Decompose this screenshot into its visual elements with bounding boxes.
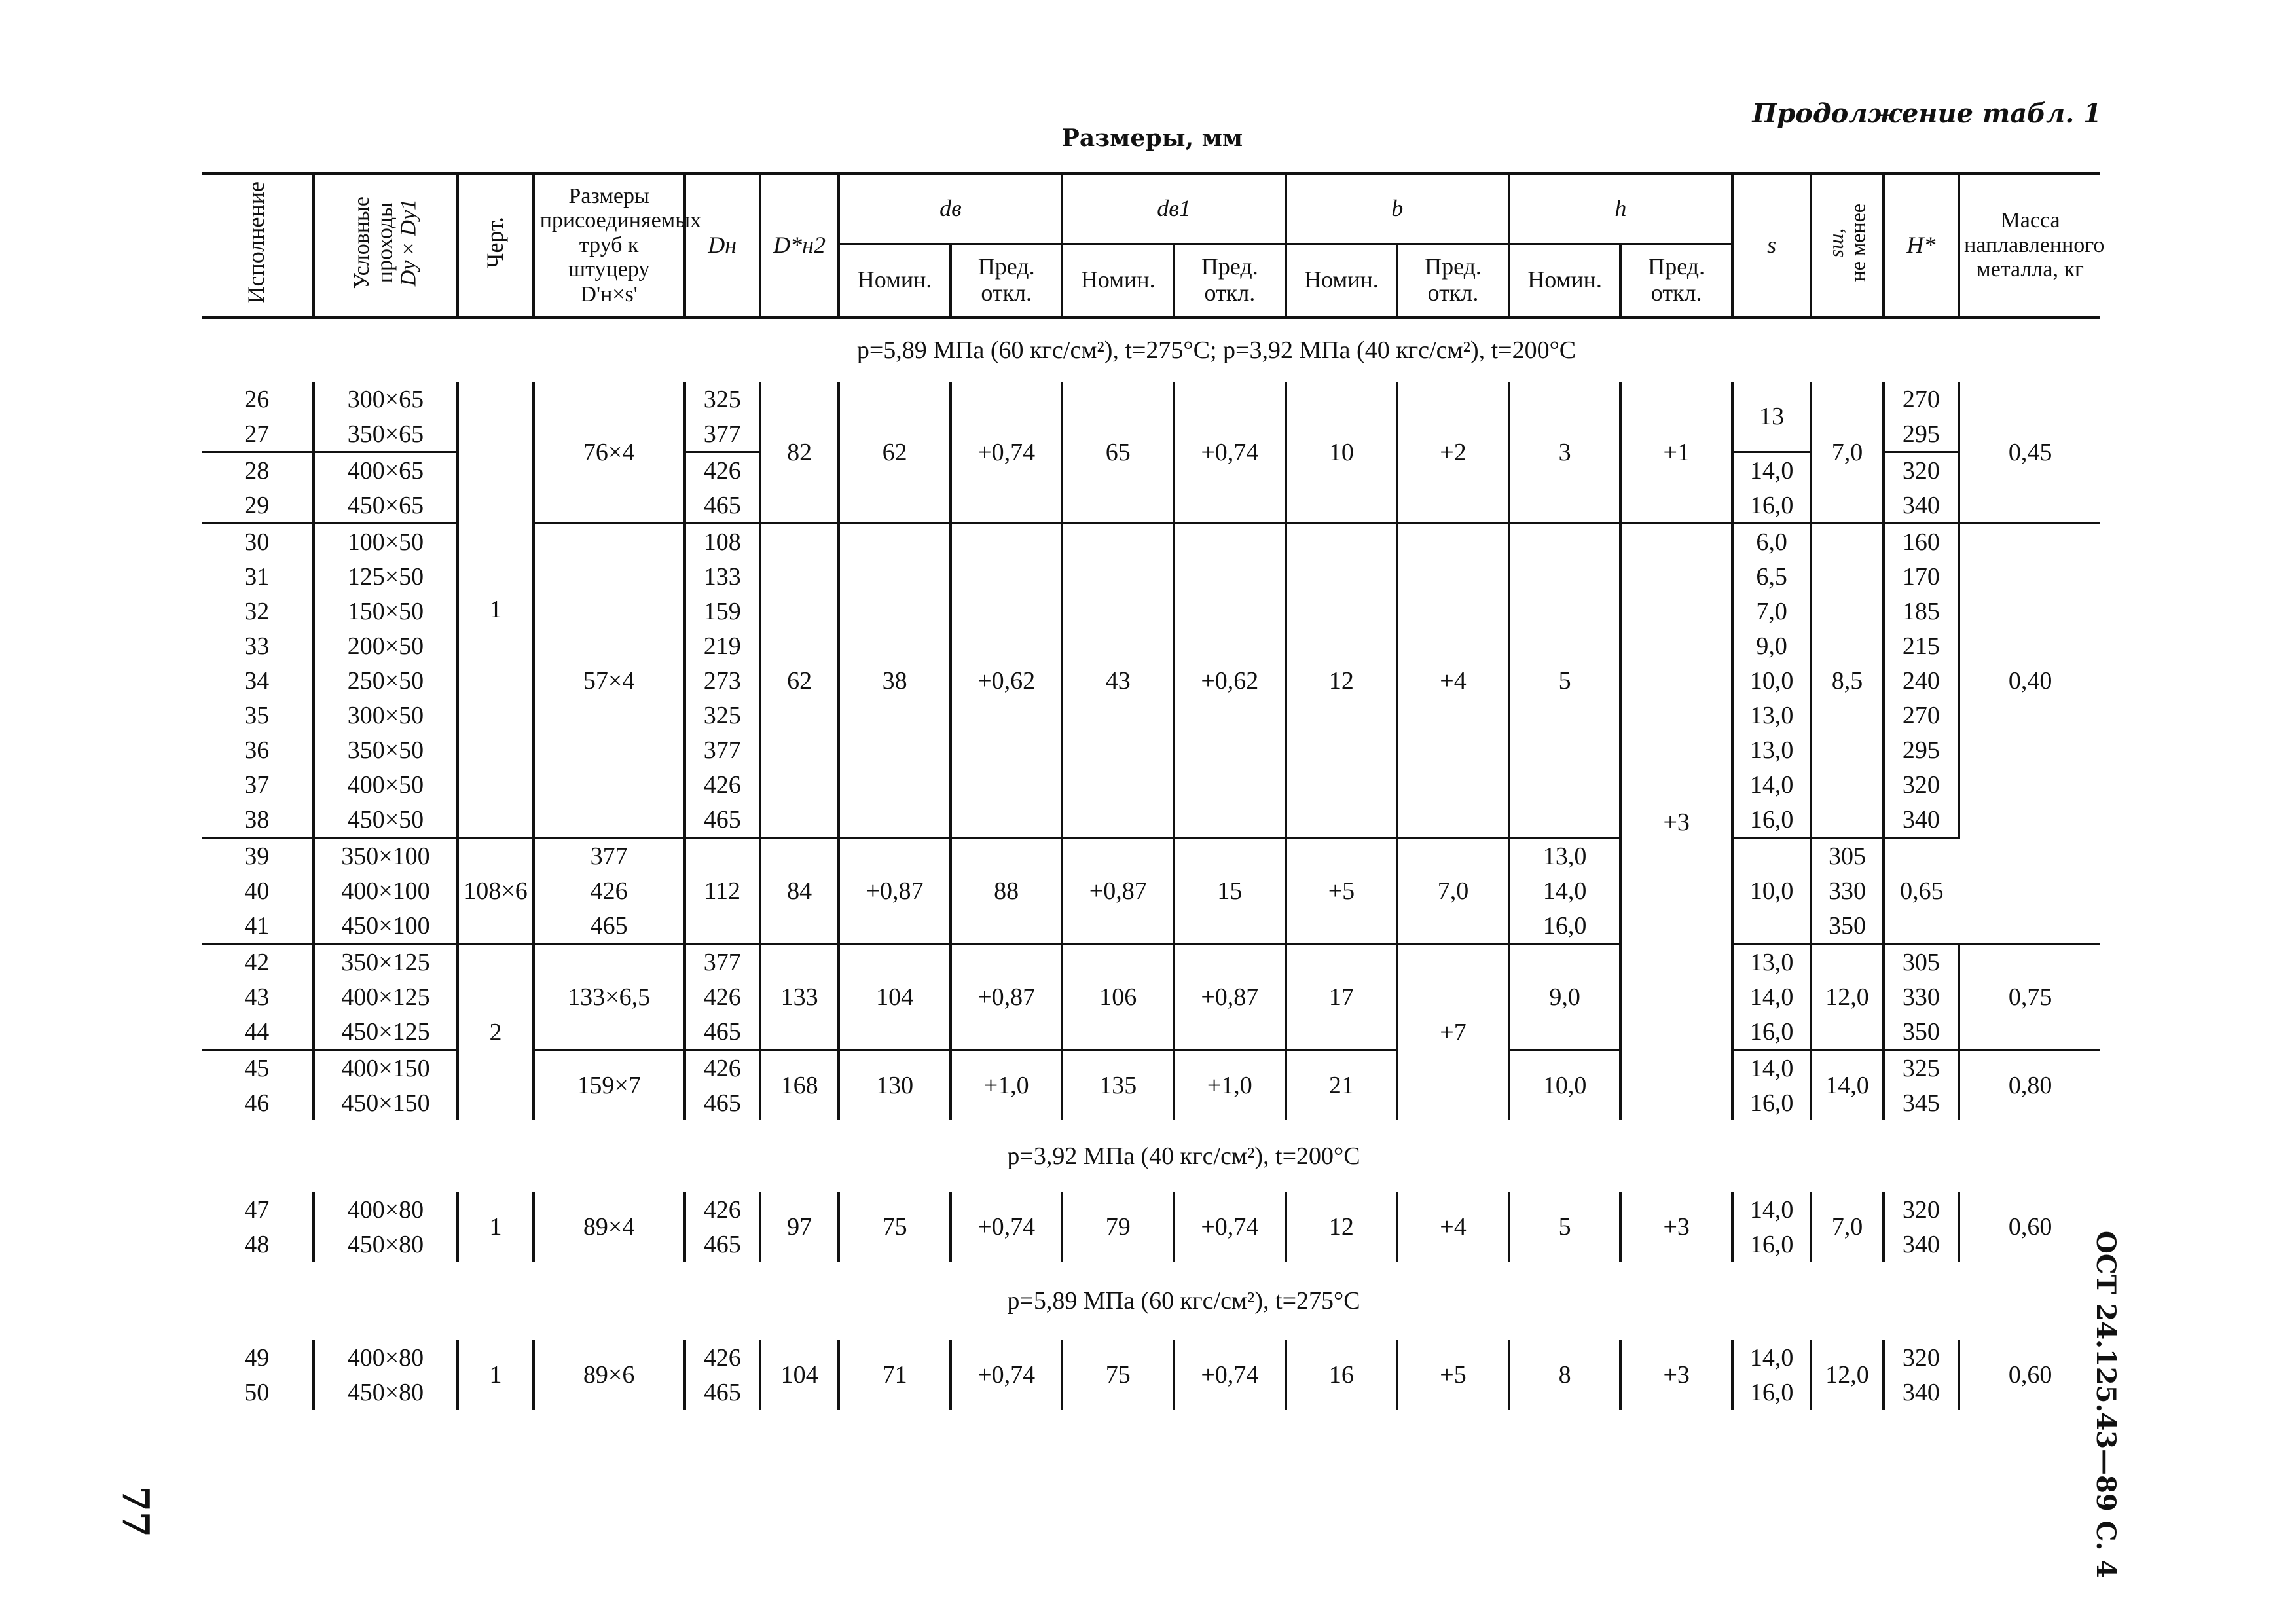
cell-H: 320	[1884, 1192, 1959, 1227]
cell-dn2: 82	[760, 382, 839, 524]
cell-dy: 100×50	[314, 524, 458, 560]
cell-dv1-nom: 65	[1062, 382, 1174, 524]
cell-b-nom: 12	[1286, 524, 1398, 838]
header-pred: Пред. откл.	[1397, 244, 1509, 318]
cell-isp: 45	[202, 1050, 314, 1086]
cell-s: 16,0	[1732, 1085, 1811, 1120]
cell-s: 14,0	[1732, 767, 1811, 802]
cell-dy: 300×50	[314, 698, 458, 733]
condition-line: p=5,89 МПа (60 кгс/см²), t=275°С	[1007, 1287, 1360, 1315]
cell-dv1-nom: 75	[1062, 1340, 1174, 1410]
cell-s: 6,5	[1732, 559, 1811, 594]
cell-b-nom: 21	[1286, 1050, 1398, 1121]
cell-h-nom: 5	[1509, 1192, 1621, 1262]
header-nom: Номин.	[839, 244, 951, 318]
header-ispolnenie: Исполнение	[202, 173, 314, 318]
cell-dy: 450×80	[314, 1227, 458, 1262]
cell-s: 6,0	[1732, 524, 1811, 560]
cell-dy: 400×65	[314, 452, 458, 488]
cell-dv-pred: +0,74	[951, 1192, 1063, 1262]
header-b: b	[1286, 173, 1509, 244]
cell-dn: 426	[685, 1192, 760, 1227]
cell-massa: 0,60	[1959, 1340, 2100, 1410]
cell-sw: 8,5	[1811, 524, 1883, 838]
header-razmery-trub: Размеры присоединяемых труб к штуцеру D'н×s'	[534, 173, 685, 318]
cell-isp: 47	[202, 1192, 314, 1227]
cell-dv-nom: 71	[839, 1340, 951, 1410]
cell-dn: 377	[685, 733, 760, 767]
cell-isp: 33	[202, 629, 314, 663]
cell-isp: 35	[202, 698, 314, 733]
cell-s: 10,0	[1732, 663, 1811, 698]
cell-isp: 34	[202, 663, 314, 698]
cell-dn: 159	[685, 594, 760, 629]
cell-dn: 465	[685, 1014, 760, 1050]
cell-dv-pred: +0,87	[951, 944, 1063, 1050]
cell-isp: 48	[202, 1227, 314, 1262]
cell-dn: 108	[685, 524, 760, 560]
cell-massa: 0,45	[1959, 382, 2100, 524]
cell-chert: 1	[458, 382, 533, 838]
header-massa: Масса наплавленного металла, кг	[1959, 173, 2100, 318]
cell-dn: 377	[685, 944, 760, 980]
cell-dv1-nom: 79	[1062, 1192, 1174, 1262]
header-dv1: dв1	[1062, 173, 1285, 244]
cell-dn: 273	[685, 663, 760, 698]
cell-b-pred: +5	[1286, 838, 1398, 944]
cell-dn: 465	[685, 1375, 760, 1410]
cell-s: 14,0	[1732, 452, 1811, 488]
header-dn2: D*н2	[760, 173, 839, 318]
table-continuation-caption: Продолжение табл. 1	[1752, 98, 2102, 129]
cell-b-nom: 12	[1286, 1192, 1398, 1262]
cell-dy: 400×150	[314, 1050, 458, 1086]
cell-dn: 465	[534, 908, 685, 944]
cell-dn: 325	[685, 698, 760, 733]
cell-dv-nom: 104	[839, 944, 951, 1050]
cell-H: 345	[1884, 1085, 1959, 1120]
cell-H: 320	[1884, 1340, 1959, 1375]
cell-dy: 350×65	[314, 416, 458, 452]
cell-dn: 426	[685, 1050, 760, 1086]
cell-dv1-pred: +0,62	[1174, 524, 1286, 838]
cell-b-nom: 10	[1286, 382, 1398, 524]
cell-dn: 426	[534, 873, 685, 908]
cell-massa: 0,60	[1959, 1192, 2100, 1262]
cell-b-pred: +5	[1397, 1340, 1509, 1410]
cell-h-pred: +3	[1620, 1192, 1732, 1262]
cell-isp: 42	[202, 944, 314, 980]
cell-H: 330	[1884, 979, 1959, 1014]
cell-b-pred: +7	[1397, 944, 1509, 1121]
header-nom: Номин.	[1286, 244, 1398, 318]
header-pred: Пред. откл.	[951, 244, 1063, 318]
cell-h-pred: +3	[1620, 1340, 1732, 1410]
cell-s: 14,0	[1732, 1192, 1811, 1227]
cell-dn2: 133	[760, 944, 839, 1050]
cell-dv-pred: +0,74	[951, 382, 1063, 524]
document-code-sidebar: ОСТ 24.125.43—89 С. 4	[2090, 1231, 2121, 1578]
cell-dy: 350×50	[314, 733, 458, 767]
cell-s: 13,0	[1732, 944, 1811, 980]
cell-H: 295	[1884, 416, 1959, 452]
cell-H: 350	[1884, 1014, 1959, 1050]
cell-dy: 400×80	[314, 1192, 458, 1227]
header-nom: Номин.	[1062, 244, 1174, 318]
cell-dv-pred: +0,87	[839, 838, 951, 944]
cell-h-nom: 8	[1509, 1340, 1621, 1410]
cell-H: 320	[1884, 452, 1959, 488]
header-pred: Пред. откл.	[1620, 244, 1732, 318]
cell-truba: 133×6,5	[534, 944, 685, 1050]
header-sw: sш, не менее	[1811, 173, 1883, 318]
cell-b-pred: +2	[1397, 382, 1509, 524]
cell-dv-nom: 38	[839, 524, 951, 838]
cell-dn2: 97	[760, 1192, 839, 1262]
header-s: s	[1732, 173, 1811, 318]
cell-dn: 465	[685, 802, 760, 838]
header-chert: Черт.	[458, 173, 533, 318]
cell-H: 305	[1811, 838, 1883, 874]
cell-s: 13,0	[1509, 838, 1621, 874]
cell-isp: 46	[202, 1085, 314, 1120]
cell-sw: 12,0	[1811, 944, 1883, 1050]
cell-H: 340	[1884, 1375, 1959, 1410]
cell-truba: 89×4	[534, 1192, 685, 1262]
cell-dn2: 62	[760, 524, 839, 838]
cell-truba: 108×6	[458, 838, 533, 944]
header-pred: Пред. откл.	[1174, 244, 1286, 318]
header-dv: dв	[839, 173, 1062, 244]
cell-h-nom: 9,0	[1509, 944, 1621, 1050]
cell-truba: 57×4	[534, 524, 685, 838]
cell-s: 14,0	[1509, 873, 1621, 908]
cell-dv1-pred: +0,74	[1174, 1340, 1286, 1410]
cell-dv1-nom: 135	[1062, 1050, 1174, 1121]
cell-s: 7,0	[1732, 594, 1811, 629]
cell-dn2: 104	[760, 1340, 839, 1410]
cell-dy: 400×50	[314, 767, 458, 802]
cell-sw: 12,0	[1811, 1340, 1883, 1410]
cell-dn2: 168	[760, 1050, 839, 1121]
cell-dy: 300×65	[314, 382, 458, 416]
cell-dn: 219	[685, 629, 760, 663]
cell-dy: 150×50	[314, 594, 458, 629]
cell-isp: 50	[202, 1375, 314, 1410]
cell-s: 16,0	[1732, 488, 1811, 524]
cell-H: 330	[1811, 873, 1883, 908]
cell-s: 13	[1732, 382, 1811, 452]
cell-sw: 10,0	[1732, 838, 1811, 944]
cell-dy: 450×100	[314, 908, 458, 944]
cell-dy: 400×125	[314, 979, 458, 1014]
cell-chert: 1	[458, 1340, 533, 1410]
cell-dv1-nom: 43	[1062, 524, 1174, 838]
cell-s: 13,0	[1732, 733, 1811, 767]
cell-dn: 426	[685, 979, 760, 1014]
cell-isp: 36	[202, 733, 314, 767]
cell-isp: 41	[202, 908, 314, 944]
cell-dv1-nom: 88	[951, 838, 1063, 944]
cell-dy: 200×50	[314, 629, 458, 663]
cell-truba: 76×4	[534, 382, 685, 524]
cell-dv-pred: +0,74	[951, 1340, 1063, 1410]
cell-dv-nom: 62	[839, 382, 951, 524]
cell-truba: 89×6	[534, 1340, 685, 1410]
cell-s: 14,0	[1732, 1340, 1811, 1375]
cell-dy: 450×50	[314, 802, 458, 838]
cell-massa: 0,40	[1959, 524, 2100, 838]
cell-s: 9,0	[1732, 629, 1811, 663]
cell-dy: 350×100	[314, 838, 458, 874]
cell-dv-pred: +1,0	[951, 1050, 1063, 1121]
cell-dn2: 112	[685, 838, 760, 944]
cell-s: 13,0	[1732, 698, 1811, 733]
cell-chert: 1	[458, 1192, 533, 1262]
cell-H: 270	[1884, 382, 1959, 416]
cell-dy: 400×100	[314, 873, 458, 908]
cell-s: 14,0	[1732, 1050, 1811, 1086]
cell-isp: 39	[202, 838, 314, 874]
cell-H: 350	[1811, 908, 1883, 944]
cell-dv1-pred: +0,74	[1174, 382, 1286, 524]
cell-dy: 400×80	[314, 1340, 458, 1375]
cell-truba: 159×7	[534, 1050, 685, 1121]
cell-isp: 31	[202, 559, 314, 594]
cell-dn: 426	[685, 452, 760, 488]
cell-dn: 465	[685, 488, 760, 524]
cell-s: 16,0	[1732, 1014, 1811, 1050]
cell-dn: 377	[534, 838, 685, 874]
cell-dv-pred: +0,62	[951, 524, 1063, 838]
header-H: H*	[1884, 173, 1959, 318]
cell-dy: 450×150	[314, 1085, 458, 1120]
cell-H: 160	[1884, 524, 1959, 560]
header-nom: Номин.	[1509, 244, 1621, 318]
cell-dn: 465	[685, 1085, 760, 1120]
cell-H: 170	[1884, 559, 1959, 594]
cell-H: 305	[1884, 944, 1959, 980]
cell-h-pred: +1	[1620, 382, 1732, 524]
header-h: h	[1509, 173, 1732, 244]
cell-b-pred: +4	[1397, 524, 1509, 838]
header-dn: Dн	[685, 173, 760, 318]
cell-dv-nom: 75	[839, 1192, 951, 1262]
cell-isp: 28	[202, 452, 314, 488]
cell-massa: 0,80	[1959, 1050, 2100, 1121]
cell-dn: 325	[685, 382, 760, 416]
cell-isp: 43	[202, 979, 314, 1014]
cell-b-nom: 15	[1174, 838, 1286, 944]
cell-dy: 450×80	[314, 1375, 458, 1410]
page-number: 77	[114, 1486, 157, 1537]
cell-s: 14,0	[1732, 979, 1811, 1014]
cell-H: 325	[1884, 1050, 1959, 1086]
condition-line: p=3,92 МПа (40 кгс/см²), t=200°С	[1007, 1142, 1360, 1170]
cell-massa: 0,75	[1959, 944, 2100, 1050]
cell-H: 185	[1884, 594, 1959, 629]
cell-dn: 133	[685, 559, 760, 594]
cell-s: 16,0	[1732, 1227, 1811, 1262]
cell-h-nom: 3	[1509, 382, 1621, 524]
cell-H: 340	[1884, 802, 1959, 838]
units-caption: Размеры, мм	[1061, 124, 1243, 152]
cell-h-nom: 7,0	[1397, 838, 1509, 944]
cell-s: 16,0	[1509, 908, 1621, 944]
cell-isp: 44	[202, 1014, 314, 1050]
cell-dn: 377	[685, 416, 760, 452]
header-uslovnye-prohody: Условные проходы Dy×Dy1	[314, 173, 458, 318]
cell-dy: 250×50	[314, 663, 458, 698]
cell-H: 340	[1884, 488, 1959, 524]
cell-H: 295	[1884, 733, 1959, 767]
cell-b-nom: 17	[1286, 944, 1398, 1050]
cell-dn: 426	[685, 767, 760, 802]
cell-h-pred: +3	[1620, 524, 1732, 1121]
cell-dv1-pred: +0,87	[1062, 838, 1174, 944]
cell-isp: 29	[202, 488, 314, 524]
cell-s: 16,0	[1732, 802, 1811, 838]
cell-isp: 30	[202, 524, 314, 560]
cell-dy: 125×50	[314, 559, 458, 594]
cell-H: 270	[1884, 698, 1959, 733]
specification-table	[202, 172, 2105, 1410]
cell-isp: 38	[202, 802, 314, 838]
cell-s: 16,0	[1732, 1375, 1811, 1410]
cell-dy: 450×65	[314, 488, 458, 524]
cell-H: 240	[1884, 663, 1959, 698]
cell-dv1-pred: +0,74	[1174, 1192, 1286, 1262]
cell-dy: 350×125	[314, 944, 458, 980]
cell-b-pred: +4	[1397, 1192, 1509, 1262]
cell-isp: 40	[202, 873, 314, 908]
cell-massa: 0,65	[1884, 838, 1959, 944]
cell-isp: 49	[202, 1340, 314, 1375]
cell-dv-nom: 130	[839, 1050, 951, 1121]
cell-b-nom: 16	[1286, 1340, 1398, 1410]
cell-isp: 37	[202, 767, 314, 802]
cell-dv1-pred: +0,87	[1174, 944, 1286, 1050]
cell-sw: 7,0	[1811, 1192, 1883, 1262]
cell-H: 320	[1884, 767, 1959, 802]
condition-line: p=5,89 МПа (60 кгс/см²), t=275°С; p=3,92 МПа (40 кгс/см²), t=200°С	[856, 337, 1576, 364]
cell-chert: 2	[458, 944, 533, 1121]
cell-H: 340	[1884, 1227, 1959, 1262]
cell-dv-nom: 84	[760, 838, 839, 944]
cell-dn: 426	[685, 1340, 760, 1375]
cell-dy: 450×125	[314, 1014, 458, 1050]
cell-isp: 27	[202, 416, 314, 452]
cell-dv1-nom: 106	[1062, 944, 1174, 1050]
cell-H: 215	[1884, 629, 1959, 663]
cell-sw: 7,0	[1811, 382, 1883, 524]
cell-dv1-pred: +1,0	[1174, 1050, 1286, 1121]
cell-dn: 465	[685, 1227, 760, 1262]
cell-h-nom: 10,0	[1509, 1050, 1621, 1121]
cell-sw: 14,0	[1811, 1050, 1883, 1121]
cell-isp: 32	[202, 594, 314, 629]
cell-h-nom: 5	[1509, 524, 1621, 838]
cell-isp: 26	[202, 382, 314, 416]
